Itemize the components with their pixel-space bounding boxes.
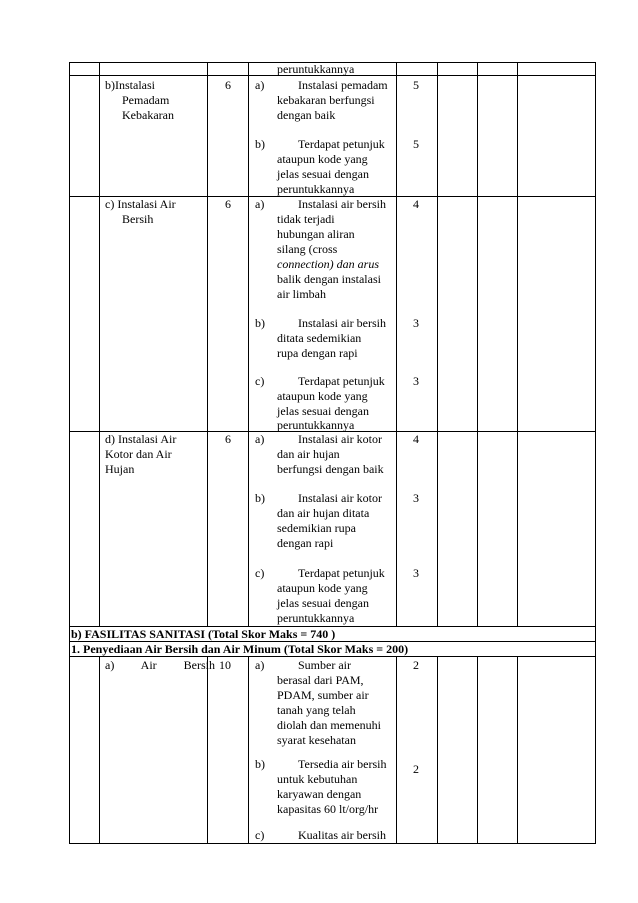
component-name: Hujan — [105, 462, 135, 476]
score-value: 2 — [413, 762, 419, 776]
item-letter: a) — [255, 658, 265, 672]
criteria-text: berfungsi dengan baik — [277, 462, 384, 476]
item-letter: a) — [255, 432, 265, 446]
table-rule — [517, 656, 518, 844]
criteria-text: jelas sesuai dengan — [277, 596, 369, 610]
criteria-text: peruntukkannya — [277, 62, 355, 76]
table-rule — [248, 62, 249, 627]
criteria-text: ataupun kode yang — [277, 389, 368, 403]
criteria-text: karyawan dengan — [277, 787, 362, 801]
table-rule — [99, 62, 100, 627]
criteria-text: Sumber air — [298, 658, 351, 672]
criteria-text: berasal dari PAM, — [277, 673, 364, 687]
table-rule — [248, 656, 249, 844]
criteria-text: diolah dan memenuhi — [277, 718, 381, 732]
criteria-text: tidak terjadi — [277, 212, 335, 226]
criteria-text: peruntukkannya — [277, 611, 355, 625]
criteria-text: jelas sesuai dengan — [277, 167, 369, 181]
table-rule — [207, 656, 208, 844]
criteria-text: jelas sesuai dengan — [277, 404, 369, 418]
item-letter: c) — [255, 374, 265, 388]
item-letter: a) — [255, 197, 265, 211]
score-value: 5 — [413, 137, 419, 151]
criteria-text: balik dengan instalasi — [277, 272, 381, 286]
criteria-text: air limbah — [277, 287, 326, 301]
table-rule — [477, 62, 478, 627]
score-value: 2 — [413, 658, 419, 672]
table-rule — [437, 62, 438, 627]
table-rule — [437, 656, 438, 844]
score-value: 3 — [413, 566, 419, 580]
criteria-text: ataupun kode yang — [277, 152, 368, 166]
component-name: Kotor dan Air — [105, 447, 172, 461]
item-letter: c) — [255, 828, 265, 842]
item-letter: a) — [255, 78, 265, 92]
item-letter: b) — [255, 316, 265, 330]
criteria-text: Instalasi pemadam — [298, 78, 388, 92]
weight-value: 10 — [219, 658, 231, 672]
criteria-text: Kualitas air bersih — [298, 828, 386, 842]
score-value: 5 — [413, 78, 419, 92]
criteria-text: peruntukkannya — [277, 182, 355, 196]
table-rule — [595, 62, 596, 844]
criteria-text: connection) dan arus — [277, 257, 379, 271]
criteria-text: sedemikian rupa — [277, 521, 356, 535]
score-value: 4 — [413, 197, 419, 211]
weight-value: 6 — [225, 432, 231, 446]
component-name: a) Air Bersih — [105, 658, 215, 672]
component-name: Pemadam — [122, 93, 170, 107]
item-letter: c) — [255, 566, 265, 580]
component-name: d) Instalasi Air — [105, 432, 177, 446]
criteria-text: kapasitas 60 lt/org/hr — [277, 802, 379, 816]
criteria-text: PDAM, sumber air — [277, 688, 369, 702]
table-rule — [99, 656, 100, 844]
component-name: Kebakaran — [122, 108, 174, 122]
table-rule — [396, 62, 397, 627]
criteria-text: dengan rapi — [277, 536, 334, 550]
table-rule — [477, 656, 478, 844]
table-rule — [69, 62, 70, 844]
item-letter: b) — [255, 491, 265, 505]
criteria-text: peruntukkannya — [277, 418, 355, 432]
component-name: b)Instalasi — [105, 78, 155, 92]
score-value: 3 — [413, 316, 419, 330]
criteria-text: Instalasi air bersih — [298, 197, 386, 211]
score-value: 4 — [413, 432, 419, 446]
criteria-text: syarat kesehatan — [277, 733, 356, 747]
score-value: 3 — [413, 374, 419, 388]
criteria-text: tanah yang telah — [277, 703, 356, 717]
criteria-text: silang (cross — [277, 242, 338, 256]
criteria-text: rupa dengan rapi — [277, 346, 358, 360]
criteria-text: Tersedia air bersih — [298, 757, 387, 771]
criteria-text: Instalasi air bersih — [298, 316, 386, 330]
criteria-text: Instalasi air kotor — [298, 432, 382, 446]
criteria-text: Terdapat petunjuk — [298, 374, 385, 388]
table-rule — [396, 656, 397, 844]
criteria-text: dan air hujan — [277, 447, 340, 461]
score-value: 3 — [413, 491, 419, 505]
item-letter: b) — [255, 757, 265, 771]
weight-value: 6 — [225, 197, 231, 211]
component-name: Bersih — [122, 212, 154, 226]
item-letter: b) — [255, 137, 265, 151]
component-name: c) Instalasi Air — [105, 197, 176, 211]
section-heading: b) FASILITAS SANITASI (Total Skor Maks = 740 ) — [71, 627, 336, 641]
criteria-text: Terdapat petunjuk — [298, 566, 385, 580]
section-heading: 1. Penyediaan Air Bersih dan Air Minum (Total Skor Maks = 200) — [71, 642, 409, 656]
criteria-text: Terdapat petunjuk — [298, 137, 385, 151]
table-rule — [207, 62, 208, 627]
table-rule — [517, 62, 518, 627]
criteria-text: ataupun kode yang — [277, 581, 368, 595]
criteria-text: ditata sedemikian — [277, 331, 362, 345]
criteria-text: dan air hujan ditata — [277, 506, 370, 520]
criteria-text: untuk kebutuhan — [277, 772, 358, 786]
criteria-text: Instalasi air kotor — [298, 491, 382, 505]
criteria-text: kebakaran berfungsi — [277, 93, 375, 107]
criteria-text: dengan baik — [277, 108, 336, 122]
weight-value: 6 — [225, 78, 231, 92]
criteria-text: hubungan aliran — [277, 227, 355, 241]
